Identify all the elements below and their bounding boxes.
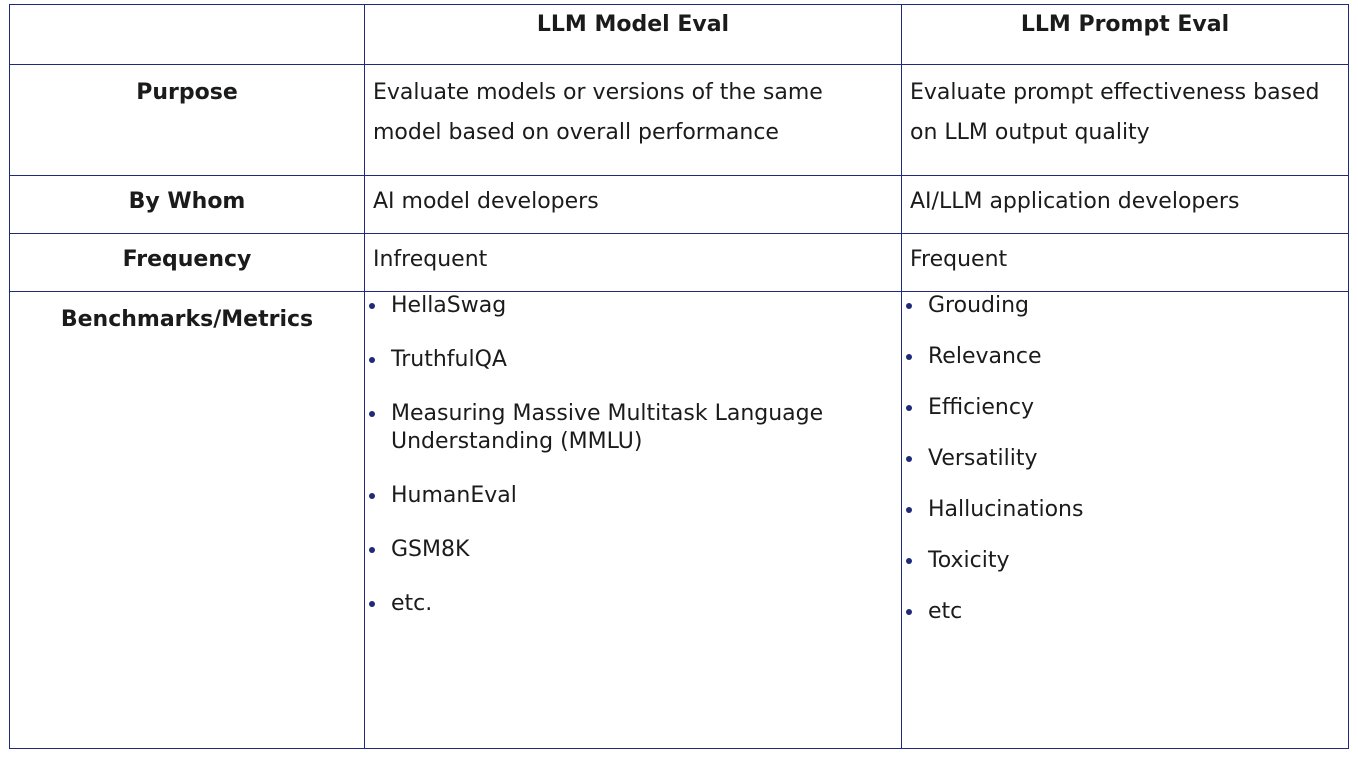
purpose-model-cell [365, 65, 902, 176]
frequency-label-text: Frequency [122, 247, 252, 272]
list-item [902, 343, 1348, 371]
bullet-icon [906, 303, 912, 309]
benchmarks-label-text: Benchmarks/Metrics [60, 307, 314, 332]
list-item-text: HellaSwag [391, 293, 507, 318]
purpose-prompt-text: Evaluate prompt effectiveness based on LLM output quality [910, 80, 1320, 145]
model-benchmark-list [365, 292, 901, 618]
list-item-text: etc. [391, 591, 433, 616]
bullet-icon [369, 303, 375, 309]
list-item-text: GSM8K [391, 537, 470, 562]
bullet-icon [906, 456, 912, 462]
list-item [365, 590, 901, 618]
list-item-text: Relevance [928, 344, 1042, 369]
by-whom-prompt-cell [902, 176, 1349, 234]
purpose-row [10, 65, 1349, 176]
bullet-icon [369, 357, 375, 363]
frequency-prompt-text: Frequent [910, 247, 1008, 272]
list-item [902, 292, 1348, 320]
header-row [10, 5, 1349, 65]
bullet-icon [369, 493, 375, 499]
bullet-icon [369, 601, 375, 607]
bullet-icon [369, 411, 375, 417]
purpose-prompt-cell [902, 65, 1349, 176]
list-item [365, 400, 901, 456]
list-item-text: Versatility [928, 446, 1038, 471]
list-item [365, 482, 901, 510]
benchmarks-row [10, 292, 1349, 749]
benchmarks-label [10, 292, 365, 749]
bullet-icon [906, 507, 912, 513]
list-item [902, 445, 1348, 473]
header-empty-cell [10, 5, 365, 65]
frequency-model-cell [365, 234, 902, 292]
bullet-icon [906, 354, 912, 360]
bullet-icon [906, 609, 912, 615]
bullet-icon [369, 547, 375, 553]
frequency-model-text: Infrequent [373, 247, 488, 272]
header-llm-prompt-eval: LLM Prompt Eval [902, 5, 1349, 65]
by-whom-prompt-text: AI/LLM application developers [910, 189, 1240, 214]
prompt-metric-list [902, 292, 1348, 626]
by-whom-model-cell [365, 176, 902, 234]
list-item [902, 496, 1348, 524]
bullet-icon [906, 558, 912, 564]
by-whom-row [10, 176, 1349, 234]
list-item-text: Efficiency [928, 395, 1034, 420]
purpose-model-text: Evaluate models or versions of the same model based on overall performance [373, 80, 823, 145]
list-item [902, 547, 1348, 575]
comparison-table [9, 4, 1349, 749]
frequency-label [10, 234, 365, 292]
list-item-text: Toxicity [928, 548, 1010, 573]
list-item [365, 536, 901, 564]
frequency-prompt-cell [902, 234, 1349, 292]
purpose-label [10, 65, 365, 176]
by-whom-label [10, 176, 365, 234]
by-whom-label-text: By Whom [128, 189, 246, 214]
list-item-text: Grouding [928, 293, 1029, 318]
by-whom-model-text: AI model developers [373, 189, 599, 214]
list-item-text: etc [928, 599, 963, 624]
purpose-label-text: Purpose [136, 80, 238, 105]
list-item-text: Hallucinations [928, 497, 1084, 522]
list-item-text: TruthfulQA [391, 347, 507, 372]
list-item [365, 292, 901, 320]
header-llm-model-eval: LLM Model Eval [365, 5, 902, 65]
list-item-text: HumanEval [391, 483, 517, 508]
list-item [902, 394, 1348, 422]
bullet-icon [906, 405, 912, 411]
benchmarks-model-cell [365, 292, 902, 749]
benchmarks-prompt-cell [902, 292, 1349, 749]
list-item [365, 346, 901, 374]
list-item [902, 598, 1348, 626]
frequency-row [10, 234, 1349, 292]
list-item-text: Measuring Massive Multitask Language Understanding (MMLU) [391, 401, 824, 454]
